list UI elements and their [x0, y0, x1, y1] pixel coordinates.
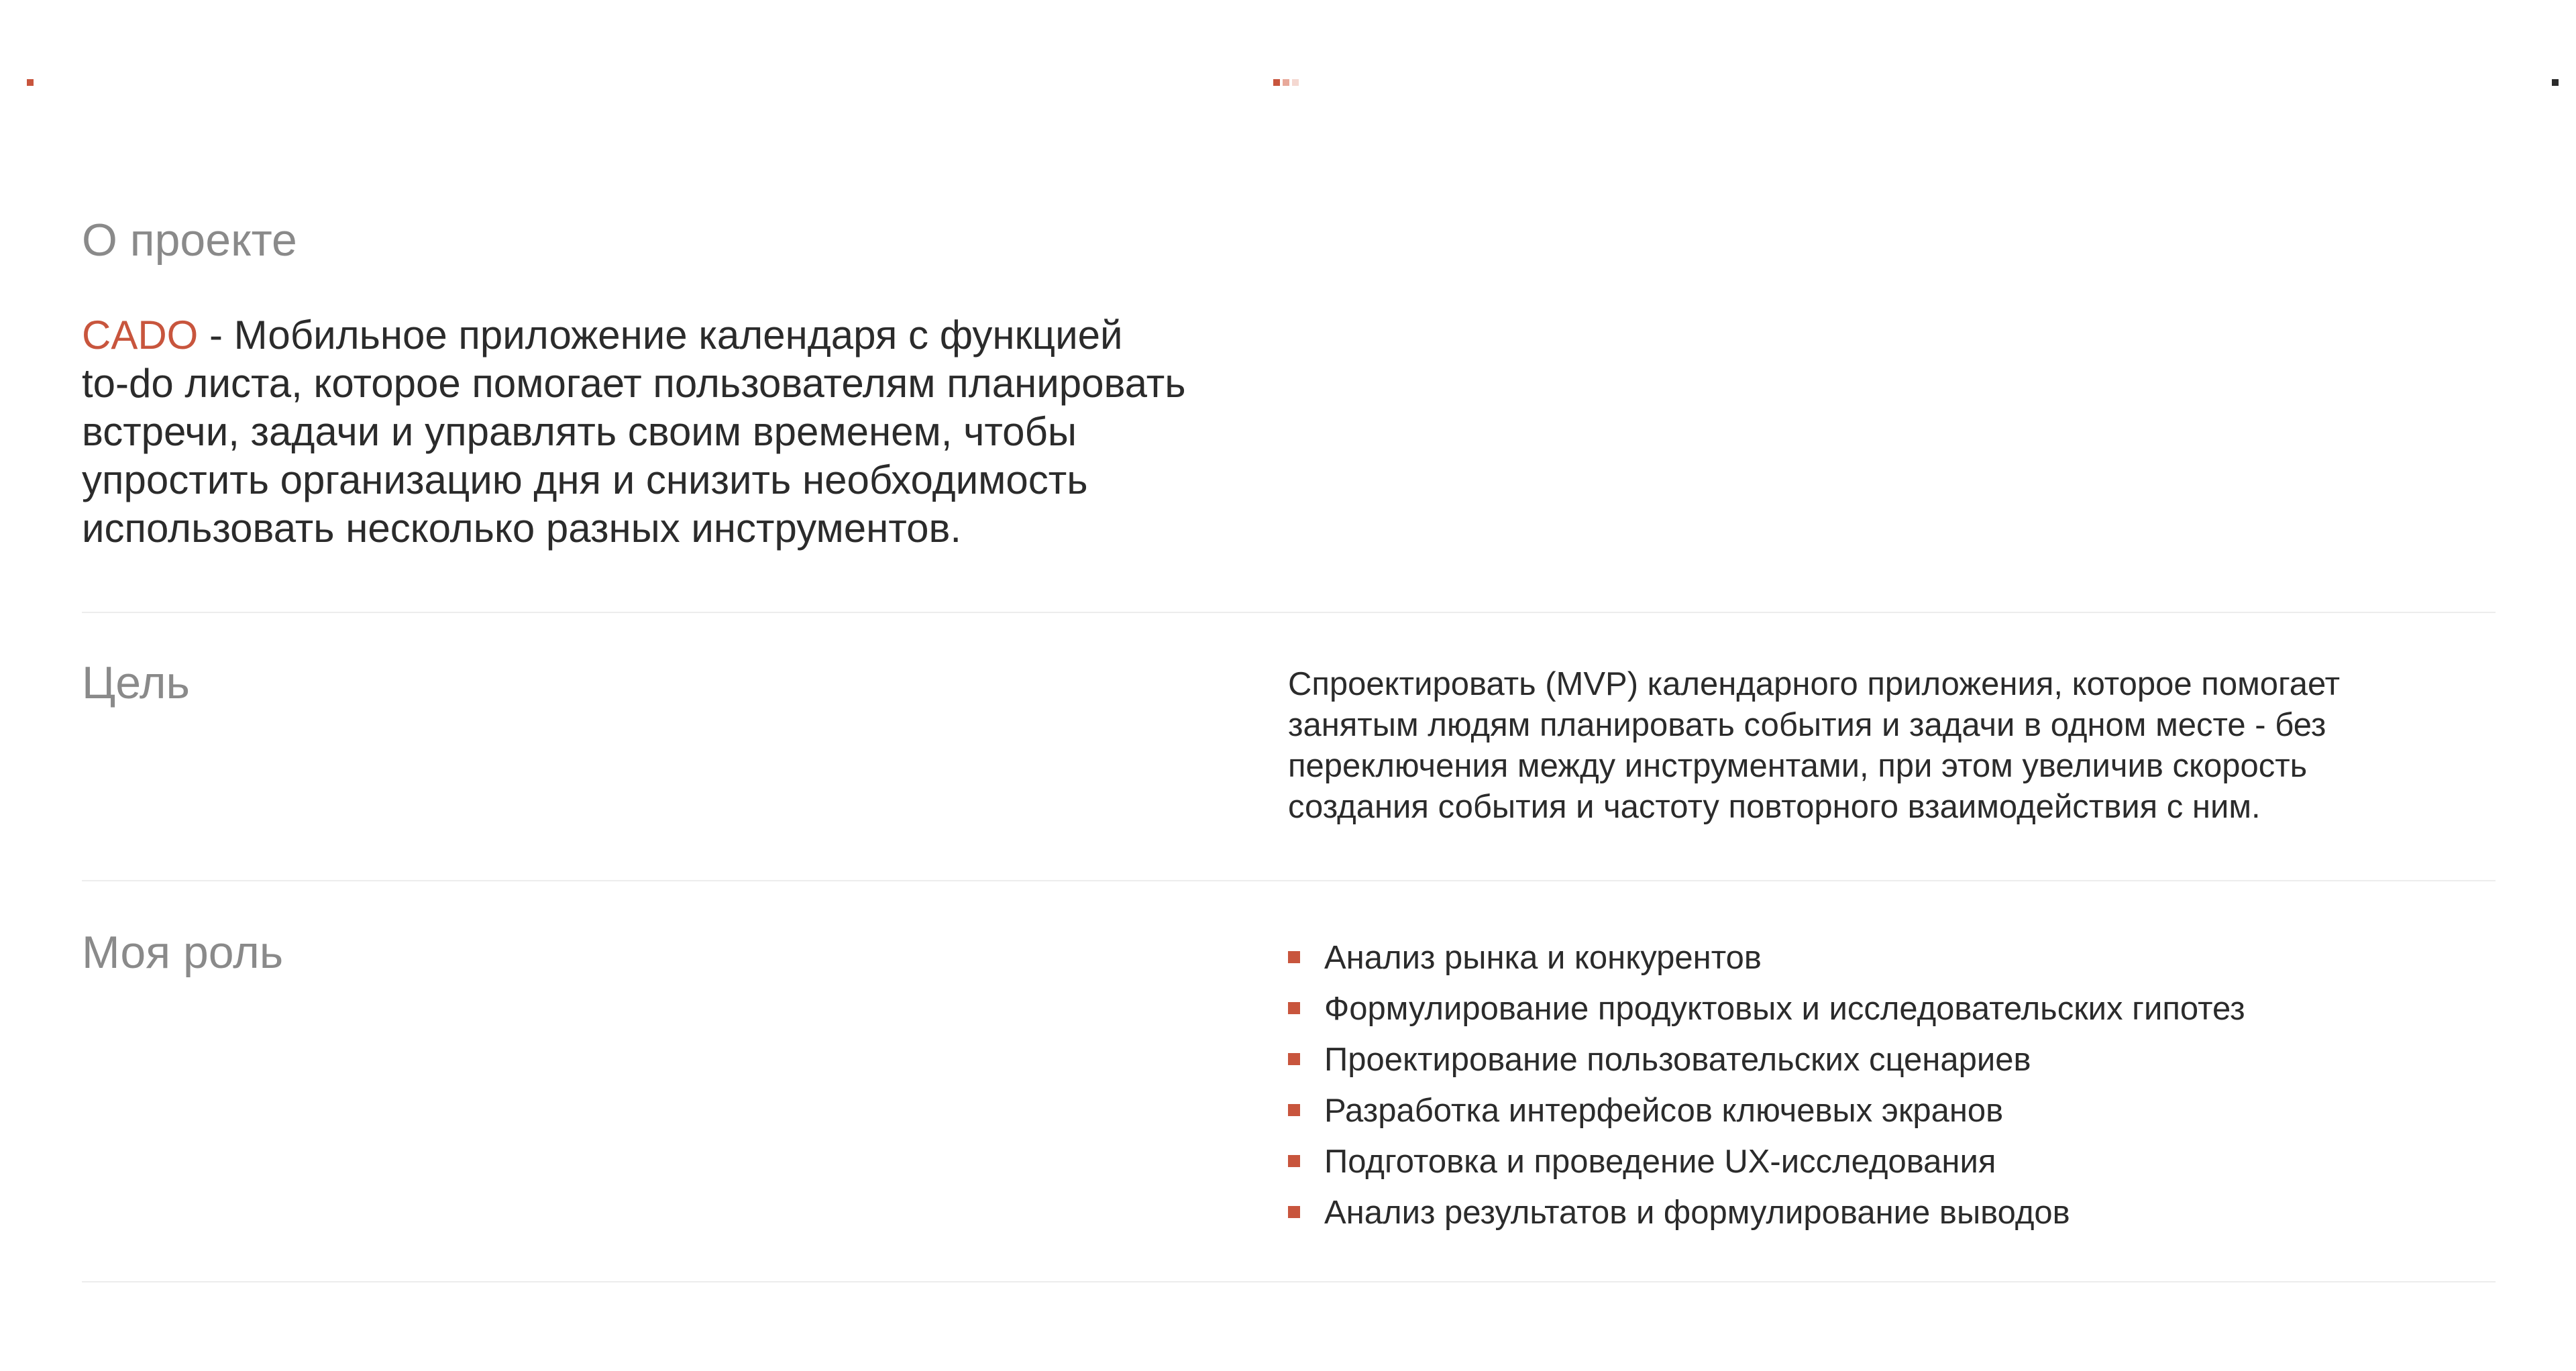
list-item-label: Формулирование продуктовых и исследовательских гипотез [1324, 991, 2245, 1027]
accent-dot-dark [2552, 79, 2559, 86]
bullet-square-icon [1288, 1206, 1300, 1218]
bullet-square-icon [1288, 1104, 1300, 1116]
list-item [1288, 1187, 2245, 1238]
divider [82, 1281, 2496, 1282]
role-title: Моя роль [82, 927, 284, 978]
list-item-label: Разработка интерфейсов ключевых экранов [1324, 1093, 2004, 1129]
progress-dot [1283, 79, 1289, 86]
divider [82, 612, 2496, 613]
list-item-label: Подготовка и проведение UX-исследования [1324, 1144, 1996, 1180]
list-item [1288, 1085, 2245, 1136]
progress-dot [1292, 79, 1299, 86]
about-section [82, 213, 1303, 553]
bullet-square-icon [1288, 1053, 1300, 1065]
list-item [1288, 932, 2245, 983]
list-item-label: Проектирование пользовательских сценариев [1324, 1042, 2031, 1078]
bullet-square-icon [1288, 1155, 1300, 1167]
list-item [1288, 1034, 2245, 1085]
list-item-label: Анализ результатов и формулирование выводов [1324, 1195, 2070, 1231]
list-item [1288, 1136, 2245, 1187]
divider [82, 880, 2496, 881]
about-text: - Мобильное приложение календаря с функцией to-do листа, которое помогает пользователям планировать встречи, задачи и управлять своим временем, чтобы упростить организацию дня и снизить необходимость использовать несколько разных инструментов. [82, 312, 1186, 551]
accent-dot [27, 79, 34, 86]
about-title: О проекте [82, 215, 297, 266]
progress-dot-active [1273, 79, 1280, 86]
list-item-label: Анализ рынка и конкурентов [1324, 940, 1762, 976]
role-list [1288, 932, 2245, 1238]
brand-name: CADO [82, 312, 199, 358]
goal-title: Цель [82, 657, 190, 708]
list-item [1288, 983, 2245, 1034]
bullet-square-icon [1288, 1002, 1300, 1014]
about-description [82, 311, 1303, 553]
goal-text: Спроектировать (MVP) календарного приложения, которое помогает занятым людям планировать события и задачи в одном месте - без переключения между инструментами, при этом увеличив скорость создания события и частоту повторного взаимодействия с ним. [1288, 666, 2341, 825]
bullet-square-icon [1288, 951, 1300, 963]
